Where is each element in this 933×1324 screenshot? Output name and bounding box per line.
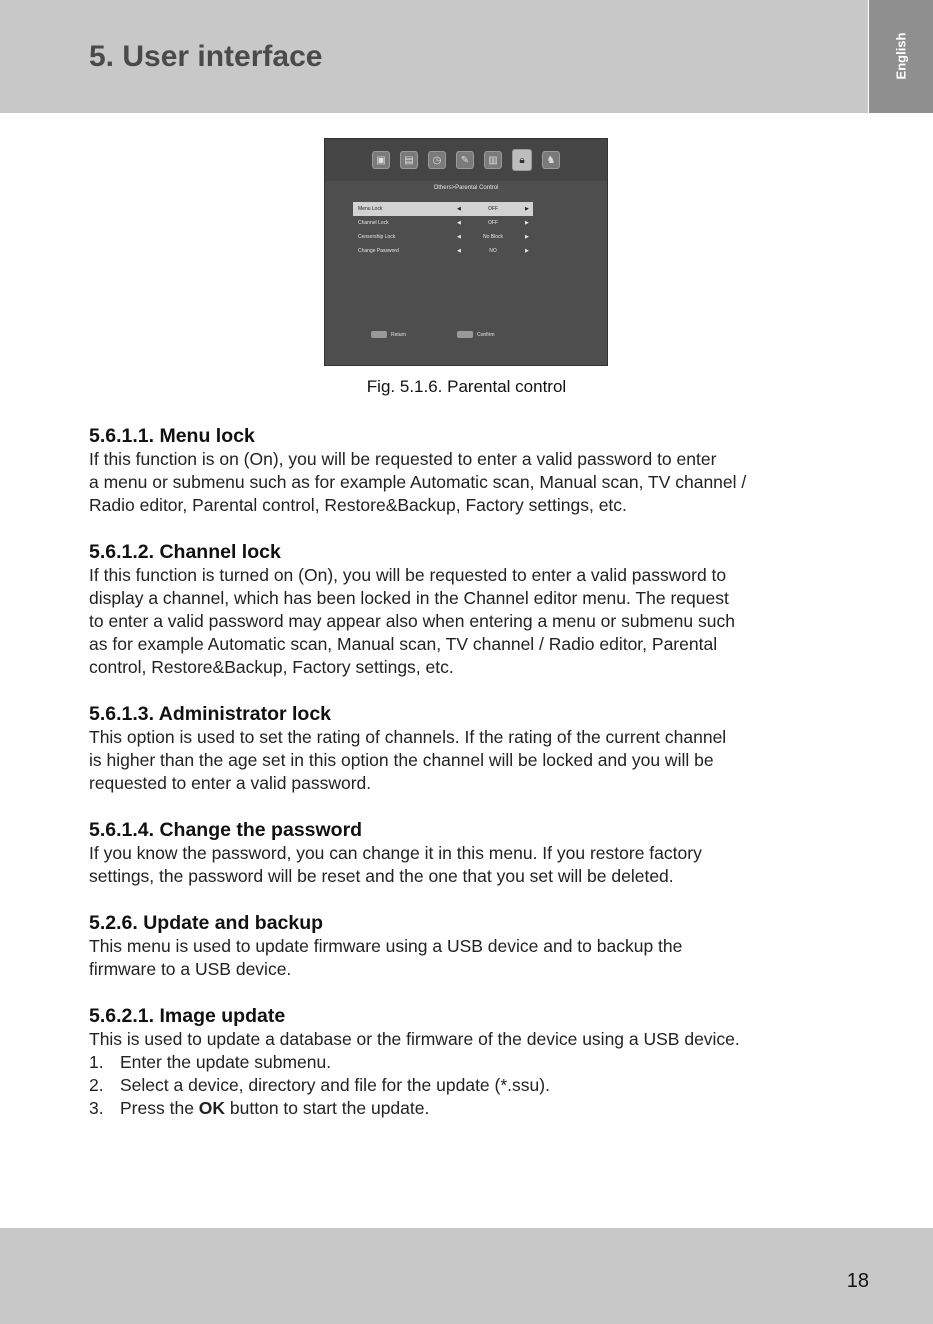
osd-row-label: Change Password bbox=[358, 248, 399, 254]
text-line: If this function is on (On), you will be requested to enter a valid password to enter bbox=[89, 449, 717, 469]
parental-control-screenshot bbox=[324, 138, 608, 366]
tv-icon: ▣ bbox=[372, 151, 390, 169]
left-arrow-icon: ◀ bbox=[457, 234, 461, 240]
lock-icon: 🔒︎ bbox=[512, 149, 532, 171]
osd-footer bbox=[325, 331, 607, 347]
right-arrow-icon: ▶ bbox=[525, 234, 529, 240]
section-heading: 5.2.6. Update and backup bbox=[89, 912, 324, 934]
osd-row-value: No Block bbox=[482, 234, 503, 240]
section-body bbox=[89, 726, 859, 795]
language-tab-label: English bbox=[893, 32, 909, 80]
osd-return-label: Return bbox=[391, 331, 407, 338]
section-administrator-lock bbox=[89, 702, 859, 795]
page-footer bbox=[0, 1228, 933, 1324]
clock-icon: ◷ bbox=[428, 151, 446, 169]
section-body bbox=[89, 448, 859, 517]
section-channel-lock bbox=[89, 540, 859, 679]
page-number: 18 bbox=[846, 1270, 869, 1292]
left-arrow-icon: ◀ bbox=[457, 220, 461, 226]
step-text-post: button to start the update. bbox=[225, 1098, 430, 1118]
section-menu-lock bbox=[89, 424, 859, 517]
ok-button-label: OK bbox=[198, 1098, 226, 1118]
text-line: This option is used to set the rating of channels. If the rating of the current channel bbox=[89, 727, 727, 747]
section-heading: 5.6.1.2. Channel lock bbox=[89, 541, 281, 563]
language-tab bbox=[869, 0, 933, 113]
osd-menu-row-menu-lock bbox=[353, 202, 533, 216]
section-body bbox=[89, 564, 859, 679]
figure-caption: Fig. 5.1.6. Parental control bbox=[366, 377, 567, 396]
osd-confirm-hint bbox=[457, 331, 495, 338]
left-arrow-icon: ◀ bbox=[457, 206, 461, 212]
step-text: Select a device, directory and file for the update (*.ssu). bbox=[120, 1075, 550, 1095]
text-line: firmware to a USB device. bbox=[89, 959, 292, 979]
section-update-and-backup bbox=[89, 911, 859, 981]
right-arrow-icon: ▶ bbox=[525, 206, 529, 212]
update-steps-list bbox=[89, 1051, 859, 1120]
text-line: as for example Automatic scan, Manual scan, TV channel / Radio editor, Parental bbox=[89, 634, 718, 654]
osd-return-hint bbox=[371, 331, 406, 338]
osd-row-value: OFF bbox=[488, 206, 498, 212]
picture-icon: ▤ bbox=[400, 151, 418, 169]
text-line: If you know the password, you can change it in this menu. If you restore factory bbox=[89, 843, 702, 863]
osd-menu-row-censorship-lock bbox=[353, 230, 533, 244]
section-heading: 5.6.2.1. Image update bbox=[89, 1005, 286, 1027]
text-line: settings, the password will be reset and the one that you set will be deleted. bbox=[89, 866, 674, 886]
page-title: 5. User interface bbox=[89, 40, 323, 73]
section-change-password bbox=[89, 818, 859, 888]
osd-row-value: NO bbox=[489, 248, 497, 254]
right-arrow-icon: ▶ bbox=[525, 220, 529, 226]
section-body bbox=[89, 842, 859, 888]
section-body bbox=[89, 935, 859, 981]
left-arrow-icon: ◀ bbox=[457, 248, 461, 254]
text-line: display a channel, which has been locked in the Channel editor menu. The request bbox=[89, 588, 729, 608]
step-text: Enter the update submenu. bbox=[120, 1052, 332, 1072]
text-line: requested to enter a valid password. bbox=[89, 773, 372, 793]
text-line: Radio editor, Parental control, Restore&Backup, Factory settings, etc. bbox=[89, 495, 627, 515]
media-icon: ▥ bbox=[484, 151, 502, 169]
ok-key-icon bbox=[457, 331, 473, 338]
osd-confirm-label: Confirm bbox=[477, 331, 495, 338]
step-number: 1. bbox=[89, 1052, 104, 1072]
osd-menu bbox=[353, 202, 533, 258]
tools-icon: ✎ bbox=[456, 151, 474, 169]
game-icon: ♞ bbox=[542, 151, 560, 169]
text-line: a menu or submenu such as for example Automatic scan, Manual scan, TV channel / bbox=[89, 472, 747, 492]
osd-row-label: Channel Lock bbox=[358, 220, 389, 226]
page-header bbox=[0, 0, 868, 113]
section-heading: 5.6.1.4. Change the password bbox=[89, 819, 363, 841]
section-heading: 5.6.1.3. Administrator lock bbox=[89, 703, 332, 725]
list-item bbox=[89, 1051, 859, 1074]
step-number: 2. bbox=[89, 1075, 104, 1095]
section-body bbox=[89, 1028, 859, 1051]
step-text-pre: Press the bbox=[120, 1098, 199, 1118]
osd-menu-row-change-password bbox=[353, 244, 533, 258]
osd-menu-row-channel-lock bbox=[353, 216, 533, 230]
text-line: This is used to update a database or the firmware of the device using a USB device. bbox=[89, 1029, 740, 1049]
osd-row-label: Censorship Lock bbox=[358, 234, 396, 240]
text-line: to enter a valid password may appear also when entering a menu or submenu such bbox=[89, 611, 735, 631]
step-number: 3. bbox=[89, 1098, 104, 1118]
manual-content bbox=[89, 424, 859, 1143]
menu-icon-bar bbox=[325, 139, 607, 181]
right-arrow-icon: ▶ bbox=[525, 248, 529, 254]
text-line: If this function is turned on (On), you will be requested to enter a valid password to bbox=[89, 565, 727, 585]
text-line: control, Restore&Backup, Factory settings, etc. bbox=[89, 657, 454, 677]
section-heading: 5.6.1.1. Menu lock bbox=[89, 425, 255, 447]
osd-row-label: Menu Lock bbox=[358, 206, 383, 212]
list-item bbox=[89, 1097, 859, 1120]
section-image-update bbox=[89, 1004, 859, 1120]
osd-row-value: OFF bbox=[488, 220, 498, 226]
osd-menu-title: Others>Parental Control bbox=[433, 185, 499, 191]
list-item bbox=[89, 1074, 859, 1097]
text-line: This menu is used to update firmware using a USB device and to backup the bbox=[89, 936, 683, 956]
menu-key-icon bbox=[371, 331, 387, 338]
text-line: is higher than the age set in this option the channel will be locked and you will be bbox=[89, 750, 714, 770]
